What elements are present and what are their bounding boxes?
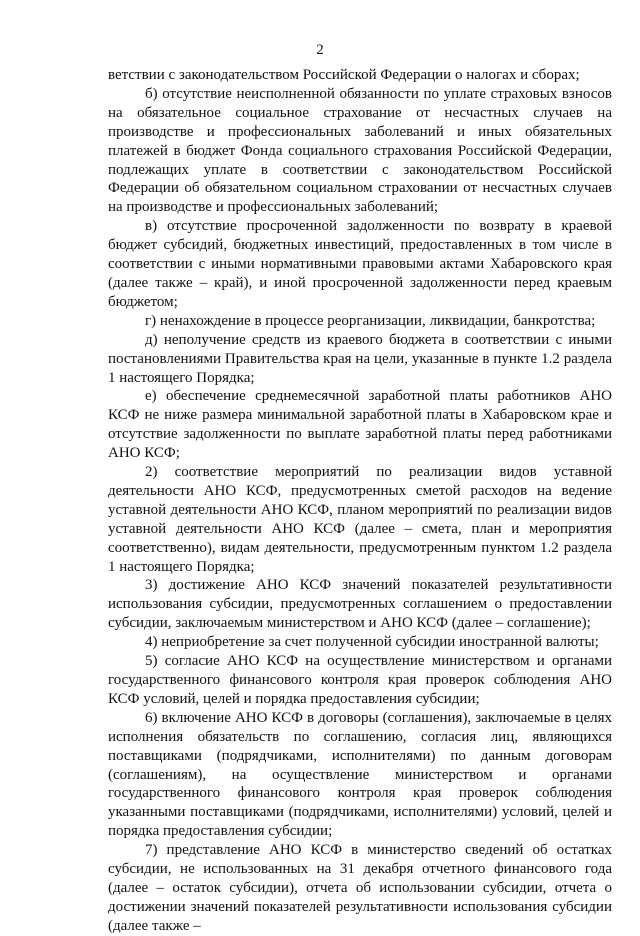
paragraph-item-b: б) отсутствие неисполненной обязанности по уплате страховых взносов на обязательное социальное страхование от несчастных случаев на производстве и профессиональных заболеваний и иных обязательных платежей в бюджет Фонда социального страхования Российской Федерации, подлежащих уплате в соответствии с законодательством Российской Федерации об обязательном социальном страховании от несчастных случаев на производстве и профессиональных заболеваний; xyxy=(108,85,612,216)
paragraph-item-7: 7) представление АНО КСФ в министерство сведений об остатках субсидии, не использованных на 31 декабря отчетного финансового года (далее – остаток субсидии), отчета об использовании субсидии, отчета о достижении значений показателей результативности использования субсидии (далее также – xyxy=(108,842,612,934)
paragraph-item-4: 4) неприобретение за счет полученной субсидии иностранной валюты; xyxy=(145,634,599,651)
page-number: 2 xyxy=(316,42,324,58)
paragraph-item-e: е) обеспечение среднемесячной заработной платы работников АНО КСФ не ниже размера минимальной заработной платы в Хабаровском крае и отсутствие задолженности по выплате заработной платы перед работниками АНО КСФ; xyxy=(108,388,612,462)
document-body xyxy=(108,66,612,936)
paragraph-item-v: в) отсутствие просроченной задолженности по возврату в краевой бюджет субсидий, бюджетных инвестиций, предоставленных в том числе в соответствии с иными нормативными правовыми актами Хабаровского края (далее также – край), и иной просроченной задолженности перед краевым бюджетом; xyxy=(108,218,612,310)
paragraph-item-3: 3) достижение АНО КСФ значений показателей результативности использования субсидии, предусмотренных соглашением о предоставлении субсидии, заключаемым министерством и АНО КСФ (далее – соглашение); xyxy=(108,577,612,632)
paragraph-item-g: г) ненахождение в процессе реорганизации, ликвидации, банкротства; xyxy=(145,312,596,329)
paragraph-item-d: д) неполучение средств из краевого бюджета в соответствии с иными постановлениями Правительства края на цели, указанные в пункте 1.2 раздела 1 настоящего Порядка; xyxy=(108,331,612,386)
paragraph-continuation: ветствии с законодательством Российской Федерации о налогах и сборах; xyxy=(108,67,580,83)
paragraph-item-2: 2) соответствие мероприятий по реализации видов уставной деятельности АНО КСФ, предусмотренных сметой расходов на ведение уставной деятельности АНО КСФ, планом мероприятий по реализации видов уставной деятельности АНО КСФ (далее – смета, план и мероприятия соответственно), видам деятельности, предусмотренным пунктом 1.2 раздела 1 настоящего Порядка; xyxy=(108,464,612,575)
paragraph-item-6: 6) включение АНО КСФ в договоры (соглашения), заключаемые в целях исполнения обязательств по соглашению, согласия лиц, являющихся поставщиками (подрядчиками, исполнителями) по данным договорам (соглашениям), на осуществление министерством и органами государственного финансового контроля края проверок соблюдения указанными поставщиками (подрядчиками, исполнителями) условий, целей и порядка предоставления субсидии; xyxy=(108,709,612,840)
paragraph-item-5: 5) согласие АНО КСФ на осуществление министерством и органами государственного финансового контроля края проверок соблюдения АНО КСФ условий, целей и порядка предоставления субсидии; xyxy=(108,653,612,707)
